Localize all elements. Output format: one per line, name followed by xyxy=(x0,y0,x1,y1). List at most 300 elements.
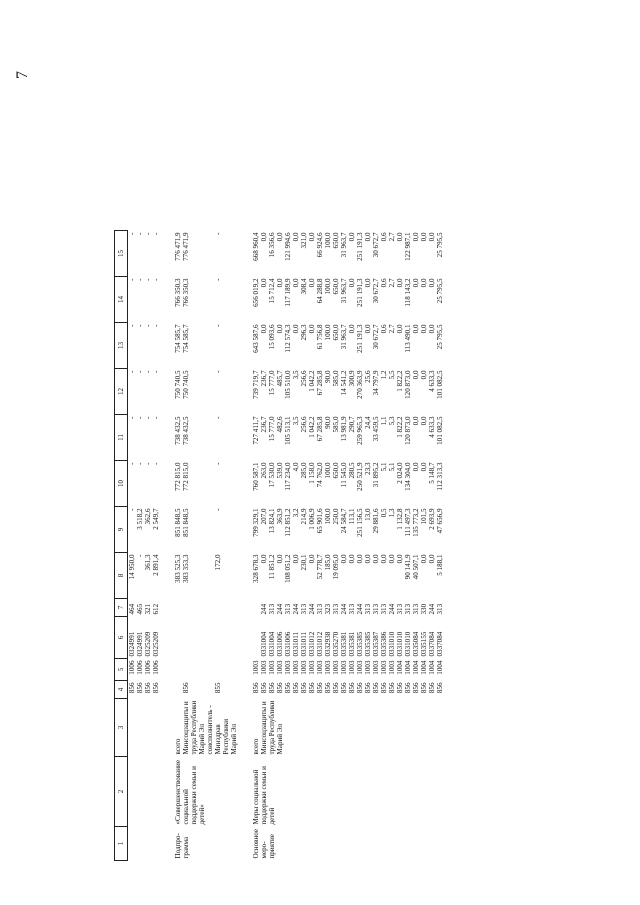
table-cell: 251 191,3 xyxy=(356,324,364,353)
table-cell: 0,0 xyxy=(412,370,420,380)
table-cell: 0,0 xyxy=(428,278,436,288)
table-cell: 1004 xyxy=(436,660,444,675)
table-cell: 0,0 xyxy=(428,554,436,564)
table-cell: 485,7 xyxy=(276,370,284,387)
table-cell: 739 719,7 xyxy=(252,370,260,399)
table-cell: 0,0 xyxy=(340,554,348,564)
table-cell: 0,5 xyxy=(380,508,388,518)
table-cell: 244 xyxy=(356,603,364,615)
table-cell: 112 851,2 xyxy=(284,508,292,537)
top-c15: - - - - xyxy=(128,232,160,235)
table-cell: 15 777,0 xyxy=(268,416,276,442)
table-cell: 0,0 xyxy=(356,554,364,564)
table-cell: 313 xyxy=(404,603,412,615)
table-cell: 112 574,3 xyxy=(284,324,292,353)
table-cell: 29 881,6 xyxy=(372,508,380,534)
table-cell: 643 587,6 xyxy=(252,324,260,353)
table-cell: 2,7 xyxy=(388,278,396,288)
table-cell: 251 156,5 xyxy=(356,508,364,537)
table-cell: 111 497,3 xyxy=(404,508,412,537)
table-cell: 1003 xyxy=(324,660,332,675)
table-cell: 0,0 xyxy=(412,324,420,334)
table-cell: 1004 xyxy=(428,660,436,675)
table-cell: 3,5 xyxy=(292,370,300,380)
table-cell: 5 148,7 xyxy=(428,462,436,484)
table-cell: 856 xyxy=(292,682,300,694)
table-cell: 856 xyxy=(268,682,276,694)
table-cell: 856 xyxy=(356,682,364,694)
table-cell: 0,0 xyxy=(412,232,420,242)
table-cell: 25,6 xyxy=(364,370,372,383)
table-cell: 5,5 xyxy=(388,370,396,380)
table-cell: 0,6 xyxy=(380,324,388,334)
main-event-title: Меры социальной поддержки семьи и детей xyxy=(252,766,276,825)
table-cell: 856 xyxy=(396,682,404,694)
table-cell: 0,0 xyxy=(420,416,428,426)
table-cell: 1003 xyxy=(268,660,276,675)
sub-c15: 776 471,9 776 471,9 - xyxy=(174,232,222,261)
sub-health-code: 855 xyxy=(214,682,222,694)
table-cell: 585,0 xyxy=(332,370,340,387)
table-cell: 100,0 xyxy=(324,508,332,525)
main-event-block xyxy=(252,231,444,861)
table-cell: 856 xyxy=(388,682,396,694)
table-cell: 15 712,4 xyxy=(268,278,276,304)
table-cell: 122 987,1 xyxy=(404,232,412,261)
table-cell: 0,0 xyxy=(364,554,372,564)
table-cell: 1004 xyxy=(420,660,428,675)
table-cell: 1003 xyxy=(316,660,324,675)
table-cell: 65 901,6 xyxy=(316,508,324,534)
main-c10 xyxy=(252,461,444,507)
top-block xyxy=(128,231,161,861)
sub-coexecutor-label: соисполнитель - Минздрав Республики Марий Эл xyxy=(206,705,238,755)
table-cell: 1 822,2 xyxy=(396,416,404,438)
table-cell: 856 xyxy=(252,682,260,694)
table-cell: 1 042,2 xyxy=(308,370,316,392)
table-cell: 0,0 xyxy=(372,554,380,564)
table-cell: 856 xyxy=(420,682,428,694)
table-cell: 0,0 xyxy=(364,232,372,242)
table-cell: 1003 xyxy=(284,660,292,675)
main-c4 xyxy=(252,681,444,699)
table-cell: 120 873,0 xyxy=(404,416,412,445)
table-cell: 251 191,3 xyxy=(356,278,364,307)
table-cell: 270 363,9 xyxy=(356,370,364,399)
table-cell: 650,0 xyxy=(332,462,340,479)
table-cell: 313 xyxy=(364,603,372,615)
table-cell: 113 490,1 xyxy=(404,324,412,353)
table-cell: 256,6 xyxy=(300,416,308,433)
table-cell: 0331010 xyxy=(396,631,404,657)
table-cell: 0335381 xyxy=(340,631,348,657)
col-header: 1 xyxy=(115,827,128,861)
sub-c13: 754 585,7 754 585,7 - xyxy=(174,324,222,353)
table-cell: 0331010 xyxy=(404,631,412,657)
table-cell: 100,0 xyxy=(324,232,332,249)
table-cell: 13 824,1 xyxy=(268,508,276,534)
table-cell: 0332938 xyxy=(324,631,332,657)
table-cell: 668 960,4 xyxy=(252,232,260,261)
top-c13: - - - - xyxy=(128,324,160,327)
table-cell: 105 513,1 xyxy=(284,416,292,445)
table-cell: 30 672,7 xyxy=(372,324,380,350)
table-cell: 0335155 xyxy=(420,631,428,657)
table-cell: 17 530,0 xyxy=(268,462,276,488)
table-cell: 244 xyxy=(340,603,348,615)
table-cell: 856 xyxy=(324,682,332,694)
table-cell: 31 963,7 xyxy=(340,324,348,350)
table-cell xyxy=(252,601,260,615)
table-cell: 321,0 xyxy=(300,232,308,249)
table-cell: 66 924,6 xyxy=(316,232,324,258)
col-header: 8 xyxy=(115,553,128,599)
table-cell: 1 822,2 xyxy=(396,370,404,392)
table-cell: 256,6 xyxy=(300,370,308,387)
table-cell: 760 587,1 xyxy=(252,462,260,491)
table-cell: 31 963,7 xyxy=(340,232,348,258)
table-cell: 0,0 xyxy=(364,324,372,334)
table-cell: 0,0 xyxy=(412,416,420,426)
table-cell: 100,0 xyxy=(324,324,332,341)
table-cell: 650,0 xyxy=(332,278,340,295)
table-cell: 290,7 xyxy=(348,416,356,433)
table-cell: 482,6 xyxy=(276,416,284,433)
table-cell: 0331011 xyxy=(300,631,308,657)
top-c4: 856 856 856 856 xyxy=(128,682,160,694)
table-cell: 1 006,9 xyxy=(308,508,316,530)
table-cell: 313 xyxy=(268,603,276,615)
table-cell: 25 795,5 xyxy=(436,324,444,350)
table-cell: 100,0 xyxy=(324,278,332,295)
table-cell: 11 851,2 xyxy=(268,554,276,580)
table-cell: 856 xyxy=(348,682,356,694)
table-cell: 5,1 xyxy=(380,462,388,472)
table-cell: 0335387 xyxy=(372,631,380,657)
table-cell: 0335270 xyxy=(332,631,340,657)
header-row xyxy=(115,231,128,861)
table-cell: 313 xyxy=(300,603,308,615)
table-cell: 0,0 xyxy=(292,324,300,334)
table-cell: 0335386 xyxy=(380,631,388,657)
table-cell: 244 xyxy=(308,603,316,615)
sub-total-label: всего xyxy=(174,738,182,755)
table-cell: 0,0 xyxy=(420,232,428,242)
table-cell: 25 795,5 xyxy=(436,278,444,304)
table-cell: 230,1 xyxy=(300,554,308,571)
table-cell: 0,0 xyxy=(308,554,316,564)
main-c5 xyxy=(252,659,444,681)
table-cell: 0,0 xyxy=(308,278,316,288)
table-cell: 0,0 xyxy=(276,232,284,242)
table-cell: 539,0 xyxy=(276,462,284,479)
table-cell: 251 191,3 xyxy=(356,232,364,261)
table-cell: 656 019,2 xyxy=(252,278,260,307)
table-cell: 0,0 xyxy=(260,232,268,242)
col-header: 5 xyxy=(115,659,128,681)
sub-c11: 738 432,5 738 432,5 - xyxy=(174,416,222,445)
table-cell: 856 xyxy=(340,682,348,694)
table-cell: 0,6 xyxy=(380,278,388,288)
table-cell: 0,0 xyxy=(260,278,268,288)
col-header: 13 xyxy=(115,323,128,369)
col-header: 11 xyxy=(115,415,128,461)
table-cell: 0,0 xyxy=(292,554,300,564)
top-c12: - - - - xyxy=(128,370,160,373)
table-cell: 0335381 xyxy=(348,631,356,657)
table-cell: 108 051,2 xyxy=(284,554,292,583)
table-cell: 11 545,0 xyxy=(340,462,348,488)
table-cell: 2,7 xyxy=(388,324,396,334)
table-cell: 117 189,9 xyxy=(284,278,292,307)
table-cell: 1 158,0 xyxy=(308,462,316,484)
table-cell: 0,0 xyxy=(412,278,420,288)
table-cell: 0331006 xyxy=(284,631,292,657)
table-cell: 13 981,9 xyxy=(340,416,348,442)
table-cell: 1004 xyxy=(412,660,420,675)
table-cell: 0,0 xyxy=(388,554,396,564)
table-cell: 0,0 xyxy=(348,324,356,334)
table-cell: 15 777,0 xyxy=(268,370,276,396)
table-cell: 1003 xyxy=(388,660,396,675)
page-number: 7 xyxy=(14,71,31,79)
table-cell: 0,0 xyxy=(260,554,268,564)
col-header: 12 xyxy=(115,369,128,415)
table-cell: 1003 xyxy=(308,660,316,675)
table-cell: 0331012 xyxy=(316,631,324,657)
table-cell: 0,0 xyxy=(364,278,372,288)
sub-c8: 383 525,3 383 353,3 172,0 xyxy=(174,554,222,583)
table-cell: 1003 xyxy=(348,660,356,675)
table-cell: 47 656,9 xyxy=(436,508,444,534)
table-cell: 244 xyxy=(276,603,284,615)
table-cell: 585,0 xyxy=(332,416,340,433)
table-cell: 313 xyxy=(412,603,420,615)
table-cell: 0,0 xyxy=(308,324,316,334)
table-cell: 30 672,7 xyxy=(372,278,380,304)
top-c11: - - - - xyxy=(128,416,160,419)
table-cell: 134 304,0 xyxy=(404,462,412,491)
table-cell: 856 xyxy=(308,682,316,694)
table-cell: 285,0 xyxy=(300,462,308,479)
main-event-type: Основное меро-приятие xyxy=(252,828,276,859)
main-c8 xyxy=(252,553,444,599)
table-cell: 0,0 xyxy=(348,554,356,564)
table-cell: 1003 xyxy=(260,660,268,675)
top-c10: - - - - xyxy=(128,462,160,465)
table-cell: 0,0 xyxy=(348,232,356,242)
table-cell: 313 xyxy=(436,603,444,615)
table-cell: 308,4 xyxy=(300,278,308,295)
col-header: 6 xyxy=(115,617,128,659)
table-cell: 5 188,1 xyxy=(436,554,444,576)
table-cell: 856 xyxy=(276,682,284,694)
table-cell: 363,9 xyxy=(276,508,284,525)
table-cell: 0,0 xyxy=(396,278,404,288)
table-cell: 100,0 xyxy=(324,462,332,479)
table-cell: 121 994,6 xyxy=(284,232,292,261)
table-cell: 1 132,8 xyxy=(396,508,404,530)
table-cell: 5,3 xyxy=(388,416,396,426)
top-c7: 464 465 321 612 xyxy=(128,603,160,615)
table-cell: 856 xyxy=(380,682,388,694)
table-cell: 113,1 xyxy=(348,508,356,525)
table-cell: 0335385 xyxy=(356,631,364,657)
table-cell: 214,9 xyxy=(300,508,308,525)
table-cell: 0,0 xyxy=(292,278,300,288)
table-cell: 1,1 xyxy=(380,416,388,426)
table-cell: 4 633,3 xyxy=(428,370,436,392)
table-cell: 856 xyxy=(372,682,380,694)
table-cell: 263,0 xyxy=(260,462,268,479)
table-cell: 0,0 xyxy=(308,232,316,242)
table-cell: 250,0 xyxy=(332,508,340,525)
table-cell: 74 762,0 xyxy=(316,462,324,488)
top-c9: - 3 518,2 362,6 2 549,7 xyxy=(128,508,160,530)
table-cell: 61 756,8 xyxy=(316,324,324,350)
table-cell: 0,0 xyxy=(276,554,284,564)
table-cell: 0331004 xyxy=(260,631,268,657)
table-cell: 0337084 xyxy=(436,631,444,657)
table-cell: 330 xyxy=(420,603,428,615)
main-c6 xyxy=(252,617,444,659)
table-cell: 24 584,7 xyxy=(340,508,348,534)
table-cell: 1003 xyxy=(364,660,372,675)
main-total-label: всего xyxy=(252,738,260,755)
sub-c12: 750 740,5 750 740,5 - xyxy=(174,370,222,399)
table-cell: 856 xyxy=(428,682,436,694)
table-cell: 244 xyxy=(292,603,300,615)
table-cell: 0,6 xyxy=(380,232,388,242)
table-cell: 23,3 xyxy=(364,462,372,475)
table-cell: 1,3 xyxy=(388,508,396,518)
table-cell: 0,0 xyxy=(420,278,428,288)
table-cell: 313 xyxy=(380,603,388,615)
table-cell: 1003 xyxy=(252,660,260,675)
table-cell: 1003 xyxy=(332,660,340,675)
main-c9 xyxy=(252,507,444,553)
table-cell: 0,0 xyxy=(276,324,284,334)
table-cell: 244 xyxy=(388,603,396,615)
top-c8: 14 950,0 - 361,3 2 891,4 xyxy=(128,554,160,580)
table-cell: 90,0 xyxy=(324,416,332,429)
table-cell: 117 234,0 xyxy=(284,462,292,491)
table-cell: 30 672,7 xyxy=(372,232,380,258)
table-cell: 1,2 xyxy=(380,370,388,380)
table-cell: 31 963,7 xyxy=(340,278,348,304)
table-cell: 14 541,2 xyxy=(340,370,348,396)
table-cell: 0,0 xyxy=(260,324,268,334)
table-cell: 856 xyxy=(316,682,324,694)
top-c14: - - - - xyxy=(128,278,160,281)
table-cell: 15 093,6 xyxy=(268,324,276,350)
table-cell: 3,5 xyxy=(292,416,300,426)
col-header: 14 xyxy=(115,277,128,323)
table-cell: 1003 xyxy=(372,660,380,675)
table-cell: 799 329,1 xyxy=(252,508,260,537)
table-cell: 1003 xyxy=(292,660,300,675)
table-cell: 0,0 xyxy=(420,554,428,564)
sub-c10: 772 815,0 772 815,0 - xyxy=(174,462,222,491)
col-header: 2 xyxy=(115,757,128,827)
table-cell: 236,7 xyxy=(260,416,268,433)
table-cell: 856 xyxy=(260,682,268,694)
sub-ministry-code: 856 xyxy=(182,682,190,694)
table-cell: 120 873,0 xyxy=(404,370,412,399)
table-cell: 90,0 xyxy=(324,370,332,383)
table-cell: 135 773,2 xyxy=(412,508,420,537)
main-c14 xyxy=(252,277,444,323)
table-cell: 1003 xyxy=(276,660,284,675)
table-cell: 250 521,9 xyxy=(356,462,364,491)
table-cell: 31 895,2 xyxy=(372,462,380,488)
table-cell: 101,5 xyxy=(420,508,428,525)
sub-ministry-label: Минсоцзащиты и труда Республики Марий Эл xyxy=(182,700,206,755)
table-cell: 0331011 xyxy=(292,631,300,657)
table-cell: 0,0 xyxy=(396,232,404,242)
table-cell: 0331006 xyxy=(276,631,284,657)
table-cell: 0,0 xyxy=(420,462,428,472)
table-cell: 0,0 xyxy=(396,554,404,564)
table-cell: 33 459,5 xyxy=(372,416,380,442)
table-cell xyxy=(252,619,260,657)
table-cell: 236,7 xyxy=(260,370,268,387)
table-cell: 244 xyxy=(260,603,268,615)
table-cell: 259 965,3 xyxy=(356,416,364,445)
table-cell: 1003 xyxy=(340,660,348,675)
table-cell: 0335385 xyxy=(364,631,372,657)
table-cell: 0331004 xyxy=(268,631,276,657)
table-cell: 856 xyxy=(412,682,420,694)
table-cell: 313 xyxy=(396,603,404,615)
table-cell: 0331010 xyxy=(388,631,396,657)
table-cell: 313 xyxy=(348,603,356,615)
table-cell: 296,3 xyxy=(300,324,308,341)
table-cell: 2,7 xyxy=(388,232,396,242)
table-cell: 19 095,0 xyxy=(332,554,340,580)
col-header: 4 xyxy=(115,681,128,699)
col-header: 9 xyxy=(115,507,128,553)
table-cell: 244 xyxy=(428,603,436,615)
table-cell: 0,0 xyxy=(428,232,436,242)
table-cell: 0,0 xyxy=(348,278,356,288)
col-header: 3 xyxy=(115,699,128,757)
table-cell: 856 xyxy=(332,682,340,694)
table-cell: 52 778,7 xyxy=(316,554,324,580)
table-cell: 101 082,5 xyxy=(436,370,444,399)
table-cell: 67 285,8 xyxy=(316,416,324,442)
table-cell: 13,0 xyxy=(364,508,372,521)
table-cell: 856 xyxy=(300,682,308,694)
table-cell: 34 797,9 xyxy=(372,370,380,396)
table-cell: 0,0 xyxy=(276,278,284,288)
sub-c14: 766 350,3 766 350,3 - xyxy=(174,278,222,307)
table-cell: 313 xyxy=(372,603,380,615)
table-cell: 0,0 xyxy=(380,554,388,564)
main-c13 xyxy=(252,323,444,369)
table-cell: 313 xyxy=(332,603,340,615)
top-c5: 1006 1006 1006 1006 xyxy=(128,660,160,675)
table-cell: 1003 xyxy=(380,660,388,675)
main-c12 xyxy=(252,369,444,415)
table-cell: 0,0 xyxy=(420,324,428,334)
table-cell: 1004 xyxy=(404,660,412,675)
table-cell: 727 411,7 xyxy=(252,416,260,445)
table-cell: 207,0 xyxy=(260,508,268,525)
table-cell: 105 510,0 xyxy=(284,370,292,399)
table-cell: 280,5 xyxy=(348,462,356,479)
sub-c9: 851 848,5 851 848,5 - xyxy=(174,508,222,537)
